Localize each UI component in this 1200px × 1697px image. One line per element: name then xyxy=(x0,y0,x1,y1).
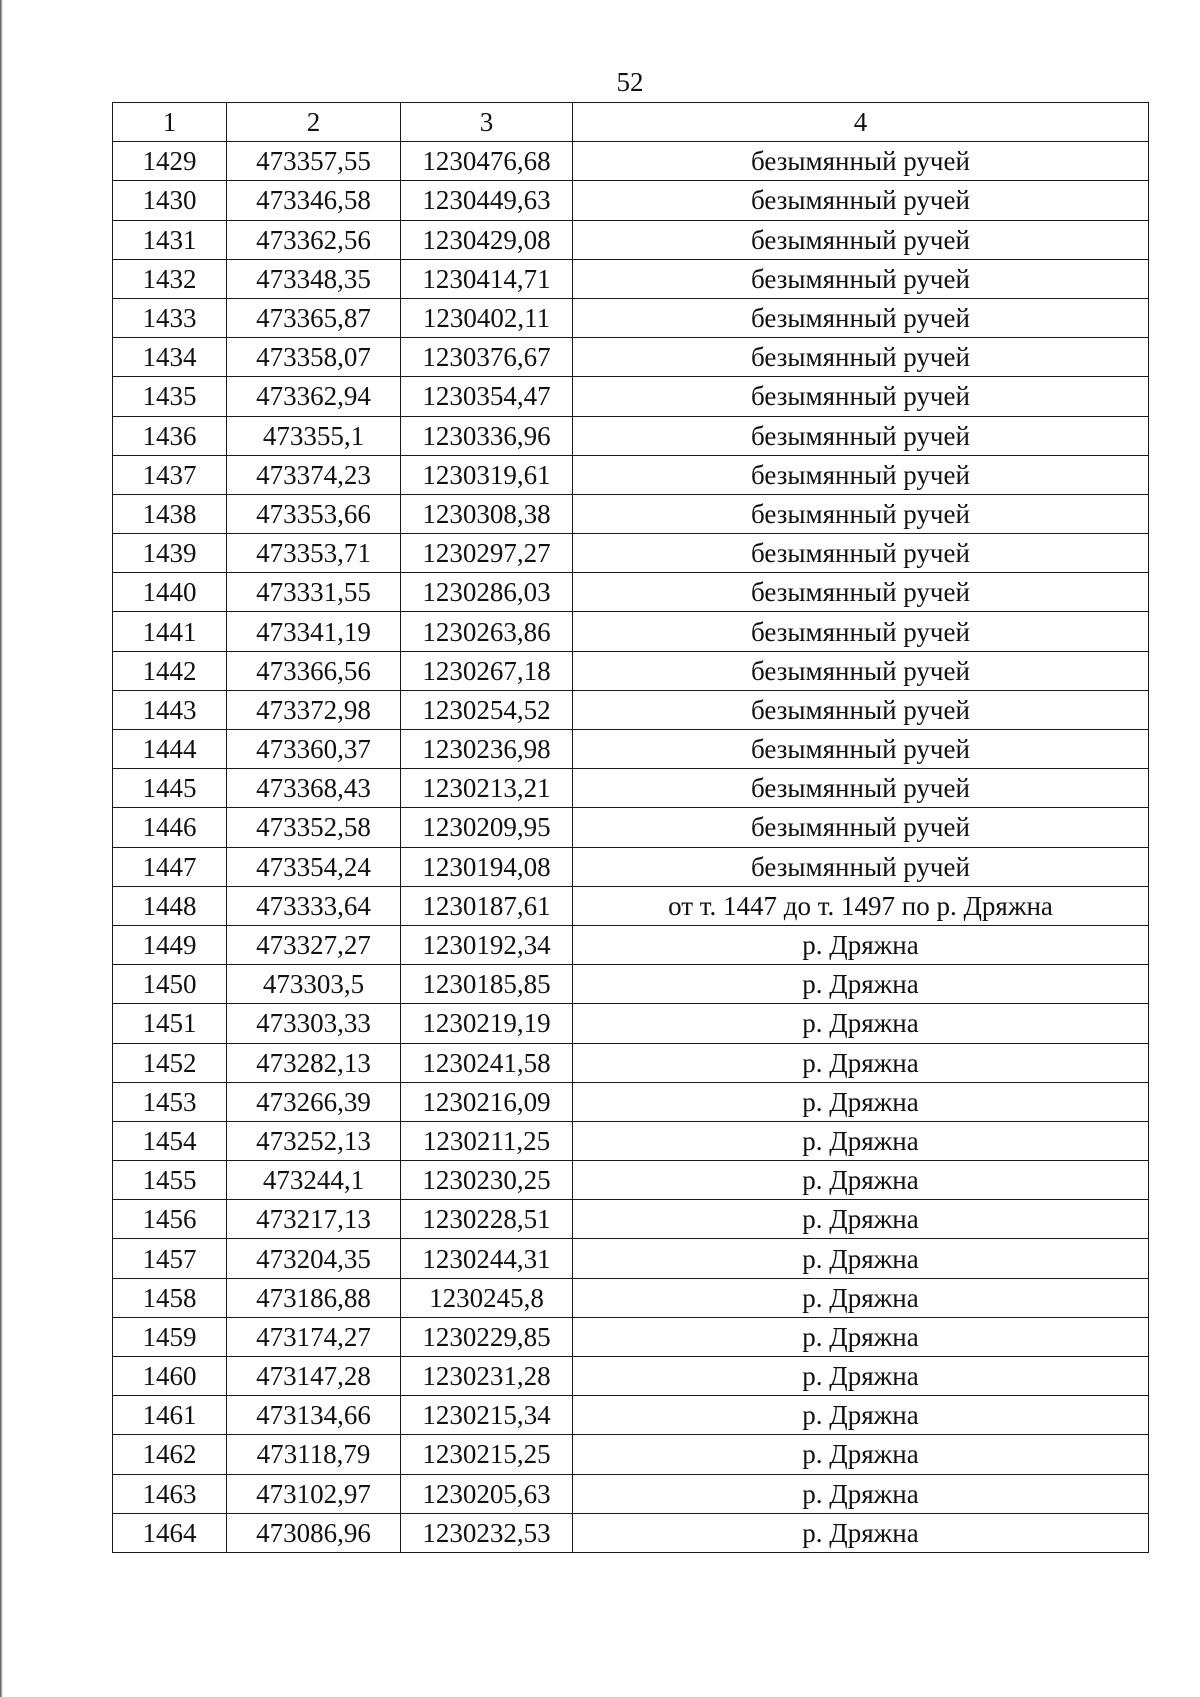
table-row xyxy=(113,1004,1149,1043)
point-number-cell: 1453 xyxy=(113,1082,227,1121)
description-cell: безымянный ручей xyxy=(573,298,1149,337)
table-row xyxy=(113,925,1149,964)
y-coordinate-cell: 1230376,67 xyxy=(401,338,573,377)
point-number-cell: 1454 xyxy=(113,1121,227,1160)
description-cell: безымянный ручей xyxy=(573,651,1149,690)
table-row xyxy=(113,730,1149,769)
x-coordinate-cell: 473186,88 xyxy=(227,1278,401,1317)
y-coordinate-cell: 1230228,51 xyxy=(401,1200,573,1239)
table-row xyxy=(113,1357,1149,1396)
y-coordinate-cell: 1230185,85 xyxy=(401,965,573,1004)
table-row xyxy=(113,534,1149,573)
y-coordinate-cell: 1230230,25 xyxy=(401,1161,573,1200)
point-number-cell: 1461 xyxy=(113,1396,227,1435)
x-coordinate-cell: 473358,07 xyxy=(227,338,401,377)
x-coordinate-cell: 473327,27 xyxy=(227,925,401,964)
point-number-cell: 1463 xyxy=(113,1474,227,1513)
table-row xyxy=(113,1121,1149,1160)
y-coordinate-cell: 1230205,63 xyxy=(401,1474,573,1513)
description-cell: безымянный ручей xyxy=(573,690,1149,729)
y-coordinate-cell: 1230244,31 xyxy=(401,1239,573,1278)
y-coordinate-cell: 1230215,34 xyxy=(401,1396,573,1435)
header-cell-3: 3 xyxy=(401,103,573,142)
y-coordinate-cell: 1230319,61 xyxy=(401,455,573,494)
x-coordinate-cell: 473365,87 xyxy=(227,298,401,337)
table-row xyxy=(113,1200,1149,1239)
description-cell: от т. 1447 до т. 1497 по р. Дряжна xyxy=(573,886,1149,925)
table-row xyxy=(113,1513,1149,1552)
y-coordinate-cell: 1230354,47 xyxy=(401,377,573,416)
x-coordinate-cell: 473244,1 xyxy=(227,1161,401,1200)
y-coordinate-cell: 1230187,61 xyxy=(401,886,573,925)
description-cell: безымянный ручей xyxy=(573,377,1149,416)
table-row xyxy=(113,1082,1149,1121)
point-number-cell: 1438 xyxy=(113,494,227,533)
point-number-cell: 1460 xyxy=(113,1357,227,1396)
y-coordinate-cell: 1230254,52 xyxy=(401,690,573,729)
description-cell: р. Дряжна xyxy=(573,1435,1149,1474)
table-header-row xyxy=(113,103,1149,142)
x-coordinate-cell: 473147,28 xyxy=(227,1357,401,1396)
y-coordinate-cell: 1230267,18 xyxy=(401,651,573,690)
description-cell: безымянный ручей xyxy=(573,142,1149,181)
point-number-cell: 1433 xyxy=(113,298,227,337)
point-number-cell: 1441 xyxy=(113,612,227,651)
point-number-cell: 1456 xyxy=(113,1200,227,1239)
description-cell: безымянный ручей xyxy=(573,808,1149,847)
x-coordinate-cell: 473362,94 xyxy=(227,377,401,416)
page-number: 52 xyxy=(616,67,644,97)
description-cell: р. Дряжна xyxy=(573,1357,1149,1396)
y-coordinate-cell: 1230231,28 xyxy=(401,1357,573,1396)
point-number-cell: 1448 xyxy=(113,886,227,925)
y-coordinate-cell: 1230263,86 xyxy=(401,612,573,651)
y-coordinate-cell: 1230236,98 xyxy=(401,730,573,769)
x-coordinate-cell: 473355,1 xyxy=(227,416,401,455)
header-cell-1: 1 xyxy=(113,103,227,142)
y-coordinate-cell: 1230414,71 xyxy=(401,259,573,298)
x-coordinate-cell: 473204,35 xyxy=(227,1239,401,1278)
description-cell: р. Дряжна xyxy=(573,925,1149,964)
point-number-cell: 1442 xyxy=(113,651,227,690)
y-coordinate-cell: 1230245,8 xyxy=(401,1278,573,1317)
point-number-cell: 1452 xyxy=(113,1043,227,1082)
description-cell: р. Дряжна xyxy=(573,1317,1149,1356)
y-coordinate-cell: 1230219,19 xyxy=(401,1004,573,1043)
point-number-cell: 1450 xyxy=(113,965,227,1004)
point-number-cell: 1430 xyxy=(113,181,227,220)
point-number-cell: 1457 xyxy=(113,1239,227,1278)
table-row xyxy=(113,1474,1149,1513)
table-row xyxy=(113,573,1149,612)
point-number-cell: 1459 xyxy=(113,1317,227,1356)
description-cell: безымянный ручей xyxy=(573,612,1149,651)
x-coordinate-cell: 473333,64 xyxy=(227,886,401,925)
point-number-cell: 1437 xyxy=(113,455,227,494)
point-number-cell: 1443 xyxy=(113,690,227,729)
x-coordinate-cell: 473174,27 xyxy=(227,1317,401,1356)
description-cell: р. Дряжна xyxy=(573,1474,1149,1513)
table-row xyxy=(113,769,1149,808)
x-coordinate-cell: 473282,13 xyxy=(227,1043,401,1082)
point-number-cell: 1432 xyxy=(113,259,227,298)
table-row xyxy=(113,847,1149,886)
y-coordinate-cell: 1230232,53 xyxy=(401,1513,573,1552)
y-coordinate-cell: 1230476,68 xyxy=(401,142,573,181)
table-row xyxy=(113,494,1149,533)
description-cell: безымянный ручей xyxy=(573,847,1149,886)
point-number-cell: 1446 xyxy=(113,808,227,847)
x-coordinate-cell: 473266,39 xyxy=(227,1082,401,1121)
point-number-cell: 1439 xyxy=(113,534,227,573)
y-coordinate-cell: 1230211,25 xyxy=(401,1121,573,1160)
table-row xyxy=(113,808,1149,847)
x-coordinate-cell: 473252,13 xyxy=(227,1121,401,1160)
point-number-cell: 1435 xyxy=(113,377,227,416)
description-cell: безымянный ручей xyxy=(573,455,1149,494)
table-row xyxy=(113,965,1149,1004)
table-row xyxy=(113,259,1149,298)
point-number-cell: 1429 xyxy=(113,142,227,181)
point-number-cell: 1455 xyxy=(113,1161,227,1200)
description-cell: р. Дряжна xyxy=(573,1082,1149,1121)
y-coordinate-cell: 1230194,08 xyxy=(401,847,573,886)
x-coordinate-cell: 473368,43 xyxy=(227,769,401,808)
x-coordinate-cell: 473102,97 xyxy=(227,1474,401,1513)
description-cell: р. Дряжна xyxy=(573,965,1149,1004)
y-coordinate-cell: 1230336,96 xyxy=(401,416,573,455)
table-row xyxy=(113,1435,1149,1474)
description-cell: безымянный ручей xyxy=(573,534,1149,573)
point-number-cell: 1449 xyxy=(113,925,227,964)
x-coordinate-cell: 473134,66 xyxy=(227,1396,401,1435)
point-number-cell: 1462 xyxy=(113,1435,227,1474)
x-coordinate-cell: 473303,5 xyxy=(227,965,401,1004)
description-cell: безымянный ручей xyxy=(573,769,1149,808)
description-cell: р. Дряжна xyxy=(573,1278,1149,1317)
x-coordinate-cell: 473372,98 xyxy=(227,690,401,729)
table-row xyxy=(113,1317,1149,1356)
description-cell: безымянный ручей xyxy=(573,181,1149,220)
x-coordinate-cell: 473341,19 xyxy=(227,612,401,651)
table-row xyxy=(113,142,1149,181)
x-coordinate-cell: 473360,37 xyxy=(227,730,401,769)
table-row xyxy=(113,455,1149,494)
table-row xyxy=(113,690,1149,729)
description-cell: безымянный ручей xyxy=(573,730,1149,769)
x-coordinate-cell: 473357,55 xyxy=(227,142,401,181)
description-cell: р. Дряжна xyxy=(573,1239,1149,1278)
y-coordinate-cell: 1230402,11 xyxy=(401,298,573,337)
description-cell: р. Дряжна xyxy=(573,1161,1149,1200)
table-row xyxy=(113,1043,1149,1082)
point-number-cell: 1458 xyxy=(113,1278,227,1317)
header-cell-2: 2 xyxy=(227,103,401,142)
x-coordinate-cell: 473118,79 xyxy=(227,1435,401,1474)
x-coordinate-cell: 473352,58 xyxy=(227,808,401,847)
coordinates-table xyxy=(112,102,1149,1553)
y-coordinate-cell: 1230216,09 xyxy=(401,1082,573,1121)
description-cell: безымянный ручей xyxy=(573,573,1149,612)
table-row xyxy=(113,416,1149,455)
point-number-cell: 1447 xyxy=(113,847,227,886)
y-coordinate-cell: 1230229,85 xyxy=(401,1317,573,1356)
y-coordinate-cell: 1230192,34 xyxy=(401,925,573,964)
description-cell: р. Дряжна xyxy=(573,1004,1149,1043)
table-row xyxy=(113,1161,1149,1200)
y-coordinate-cell: 1230209,95 xyxy=(401,808,573,847)
table-body xyxy=(113,142,1149,1553)
x-coordinate-cell: 473366,56 xyxy=(227,651,401,690)
description-cell: безымянный ручей xyxy=(573,259,1149,298)
point-number-cell: 1434 xyxy=(113,338,227,377)
table-row xyxy=(113,298,1149,337)
point-number-cell: 1464 xyxy=(113,1513,227,1552)
point-number-cell: 1436 xyxy=(113,416,227,455)
y-coordinate-cell: 1230297,27 xyxy=(401,534,573,573)
description-cell: безымянный ручей xyxy=(573,338,1149,377)
table-row xyxy=(113,220,1149,259)
table-row xyxy=(113,1278,1149,1317)
y-coordinate-cell: 1230215,25 xyxy=(401,1435,573,1474)
table-row xyxy=(113,181,1149,220)
table-row xyxy=(113,886,1149,925)
y-coordinate-cell: 1230286,03 xyxy=(401,573,573,612)
point-number-cell: 1451 xyxy=(113,1004,227,1043)
description-cell: безымянный ручей xyxy=(573,220,1149,259)
description-cell: р. Дряжна xyxy=(573,1396,1149,1435)
x-coordinate-cell: 473331,55 xyxy=(227,573,401,612)
x-coordinate-cell: 473086,96 xyxy=(227,1513,401,1552)
point-number-cell: 1440 xyxy=(113,573,227,612)
table-row xyxy=(113,651,1149,690)
point-number-cell: 1444 xyxy=(113,730,227,769)
x-coordinate-cell: 473346,58 xyxy=(227,181,401,220)
x-coordinate-cell: 473362,56 xyxy=(227,220,401,259)
description-cell: безымянный ручей xyxy=(573,416,1149,455)
description-cell: безымянный ручей xyxy=(573,494,1149,533)
y-coordinate-cell: 1230241,58 xyxy=(401,1043,573,1082)
table-row xyxy=(113,612,1149,651)
description-cell: р. Дряжна xyxy=(573,1121,1149,1160)
y-coordinate-cell: 1230429,08 xyxy=(401,220,573,259)
table-row xyxy=(113,1239,1149,1278)
x-coordinate-cell: 473303,33 xyxy=(227,1004,401,1043)
page-left-edge xyxy=(0,0,3,1697)
description-cell: р. Дряжна xyxy=(573,1513,1149,1552)
y-coordinate-cell: 1230308,38 xyxy=(401,494,573,533)
table-row xyxy=(113,377,1149,416)
x-coordinate-cell: 473353,66 xyxy=(227,494,401,533)
description-cell: р. Дряжна xyxy=(573,1043,1149,1082)
header-cell-4: 4 xyxy=(573,103,1149,142)
table-row xyxy=(113,338,1149,377)
table-row xyxy=(113,1396,1149,1435)
x-coordinate-cell: 473217,13 xyxy=(227,1200,401,1239)
x-coordinate-cell: 473353,71 xyxy=(227,534,401,573)
x-coordinate-cell: 473374,23 xyxy=(227,455,401,494)
x-coordinate-cell: 473354,24 xyxy=(227,847,401,886)
y-coordinate-cell: 1230213,21 xyxy=(401,769,573,808)
description-cell: р. Дряжна xyxy=(573,1200,1149,1239)
y-coordinate-cell: 1230449,63 xyxy=(401,181,573,220)
point-number-cell: 1445 xyxy=(113,769,227,808)
x-coordinate-cell: 473348,35 xyxy=(227,259,401,298)
point-number-cell: 1431 xyxy=(113,220,227,259)
